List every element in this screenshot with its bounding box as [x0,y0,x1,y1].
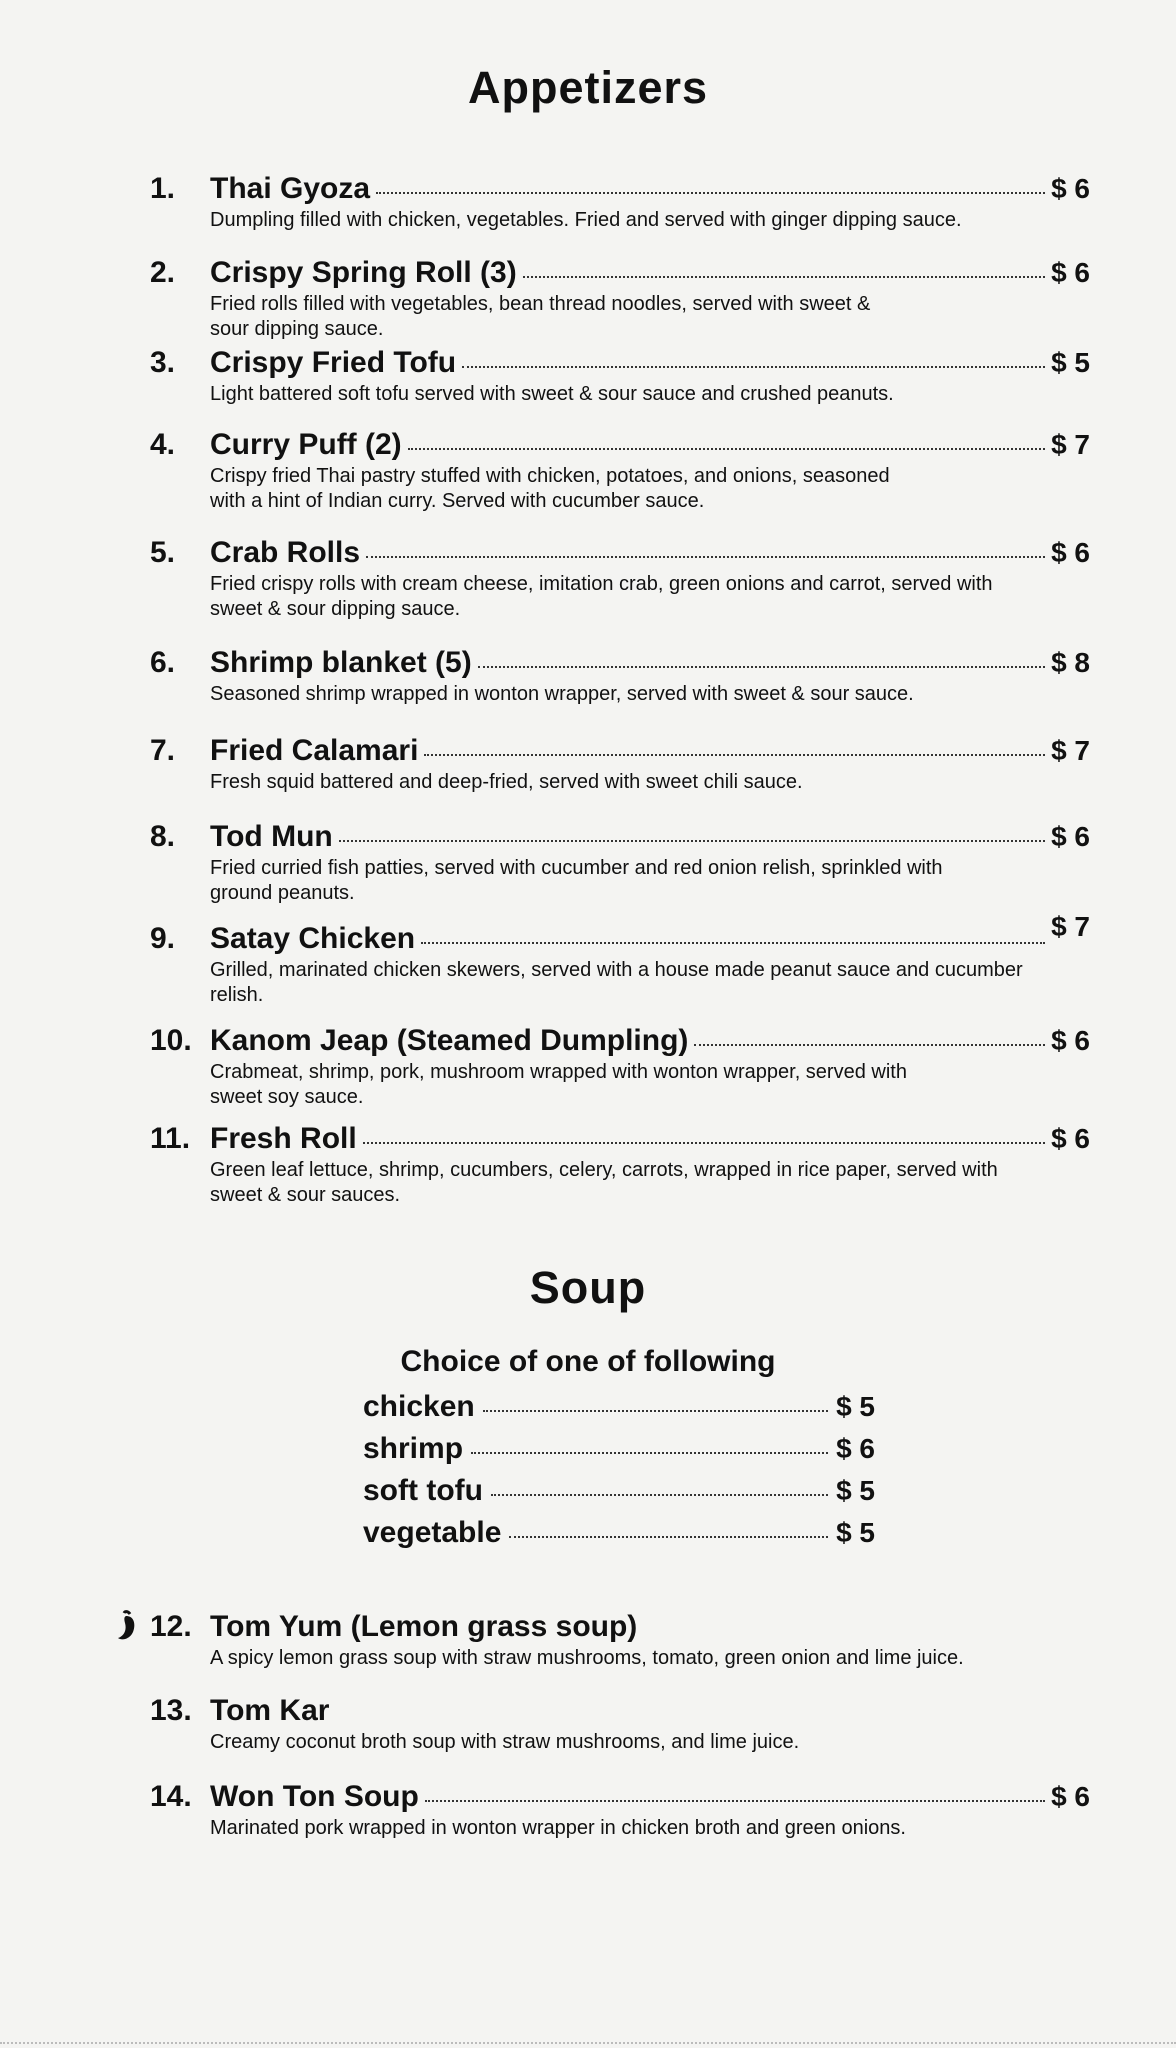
menu-item [150,1694,1090,1755]
soup-choice [363,1474,875,1508]
leader-dots [339,839,1045,842]
item-price: $ 6 [1051,537,1090,568]
item-price: $ 6 [1051,257,1090,288]
item-name: Satay Chicken [210,922,416,955]
choice-name: soft tofu [363,1474,483,1507]
soup-title: Soup [529,1262,647,1313]
item-price: $ 8 [1051,647,1090,678]
leader-dots [424,753,1045,756]
leader-dots [366,555,1045,558]
leader-dots [694,1043,1045,1046]
item-number: 1. [150,172,176,205]
item-number: 4. [150,428,176,461]
leader-dots [478,665,1045,668]
item-description: Grilled, marinated chicken skewers, served with a house made peanut sauce and cucumber relish. [210,959,1023,1006]
item-price: $ 7 [1051,735,1090,766]
item-number: 3. [150,346,176,379]
item-number: 9. [150,922,176,955]
item-number: 12. [150,1610,192,1643]
leader-dots [363,1141,1045,1144]
item-description: Fried curried fish patties, served with cucumber and red onion relish, sprinkled with ground peanuts. [210,857,943,904]
item-description: A spicy lemon grass soup with straw mushrooms, tomato, green onion and lime juice. [210,1647,964,1669]
item-name: Curry Puff (2) [210,428,402,461]
appetizers-title: Appetizers [467,62,709,113]
menu-item [150,1122,1090,1208]
item-number: 13. [150,1694,192,1727]
choice-name: vegetable [363,1516,502,1549]
item-description: Crispy fried Thai pastry stuffed with chicken, potatoes, and onions, seasoned with a hint of Indian curry. Served with cucumber sauce. [210,465,890,512]
menu-item [150,1610,1090,1671]
item-name: Crispy Fried Tofu [210,346,457,379]
item-number: 8. [150,820,176,853]
item-name: Thai Gyoza [210,172,371,205]
item-name: Shrimp blanket (5) [210,646,472,679]
soup-choice-heading: Choice of one of following [400,1345,776,1378]
leader-dots [471,1451,828,1454]
item-number: 7. [150,734,176,767]
item-description: Fried rolls filled with vegetables, bean thread noodles, served with sweet & sour dipping sauce. [210,293,871,340]
item-description: Fried crispy rolls with cream cheese, imitation crab, green onions and carrot, served with sweet & sour dipping sauce. [210,573,993,620]
item-number: 14. [150,1780,192,1813]
item-price: $ 6 [1051,1123,1090,1154]
menu-item [150,172,1090,233]
item-name: Tom Yum (Lemon grass soup) [210,1610,638,1643]
item-name: Crab Rolls [210,536,361,569]
item-name: Tom Kar [210,1694,330,1727]
soup-choice [363,1432,875,1466]
item-description: Seasoned shrimp wrapped in wonton wrapper, served with sweet & sour sauce. [210,683,914,705]
item-description: Fresh squid battered and deep-fried, served with sweet chili sauce. [210,771,803,793]
menu-item [150,1780,1090,1841]
leader-dots [491,1493,828,1496]
choice-name: chicken [363,1390,475,1423]
leader-dots [462,365,1045,368]
item-price: $ 7 [1051,911,1090,942]
soup-choice [363,1516,875,1550]
item-description: Light battered soft tofu served with sweet & sour sauce and crushed peanuts. [210,383,894,405]
item-price: $ 7 [1051,429,1090,460]
leader-dots [509,1535,828,1538]
item-description: Green leaf lettuce, shrimp, cucumbers, celery, carrots, wrapped in rice paper, served with sweet & sour sauces. [210,1159,998,1206]
choice-name: shrimp [363,1432,464,1465]
item-number: 11. [150,1122,191,1155]
leader-dots [483,1409,828,1412]
item-description: Creamy coconut broth soup with straw mushrooms, and lime juice. [210,1731,800,1753]
soup-choice [363,1390,875,1424]
item-price: $ 6 [1051,821,1090,852]
menu-item [150,911,1090,1008]
choice-price: $ 5 [836,1391,875,1422]
menu-item [150,428,1090,514]
item-name: Won Ton Soup [210,1780,419,1813]
leader-dots [523,275,1045,278]
item-name: Fresh Roll [210,1122,357,1155]
chili-pepper-icon [114,1610,142,1642]
item-description: Crabmeat, shrimp, pork, mushroom wrapped with wonton wrapper, served with sweet soy sauce. [210,1061,907,1108]
item-number: 6. [150,646,176,679]
item-description: Dumpling filled with chicken, vegetables. Fried and served with ginger dipping sauce. [210,209,962,231]
leader-dots [408,447,1045,450]
menu-item [150,646,1090,707]
leader-dots [425,1799,1045,1802]
menu-item [150,536,1090,622]
choice-price: $ 5 [836,1475,875,1506]
menu-item [150,820,1090,906]
item-name: Fried Calamari [210,734,419,767]
item-price: $ 5 [1051,347,1090,378]
menu-item [150,256,1090,342]
leader-dots [376,191,1045,194]
item-number: 2. [150,256,176,289]
choice-price: $ 6 [836,1433,875,1464]
item-price: $ 6 [1051,173,1090,204]
item-name: Kanom Jeap (Steamed Dumpling) [210,1024,689,1057]
page-bottom-divider [0,2040,1176,2044]
item-price: $ 6 [1051,1025,1090,1056]
choice-price: $ 5 [836,1517,875,1548]
item-number: 5. [150,536,176,569]
item-price: $ 6 [1051,1781,1090,1812]
item-description: Marinated pork wrapped in wonton wrapper in chicken broth and green onions. [210,1817,906,1839]
item-name: Tod Mun [210,820,333,853]
item-name: Crispy Spring Roll (3) [210,256,517,289]
menu-item [150,346,1090,407]
item-number: 10. [150,1024,192,1057]
menu-item [150,1024,1090,1110]
menu-item [150,734,1090,795]
leader-dots [421,941,1045,944]
